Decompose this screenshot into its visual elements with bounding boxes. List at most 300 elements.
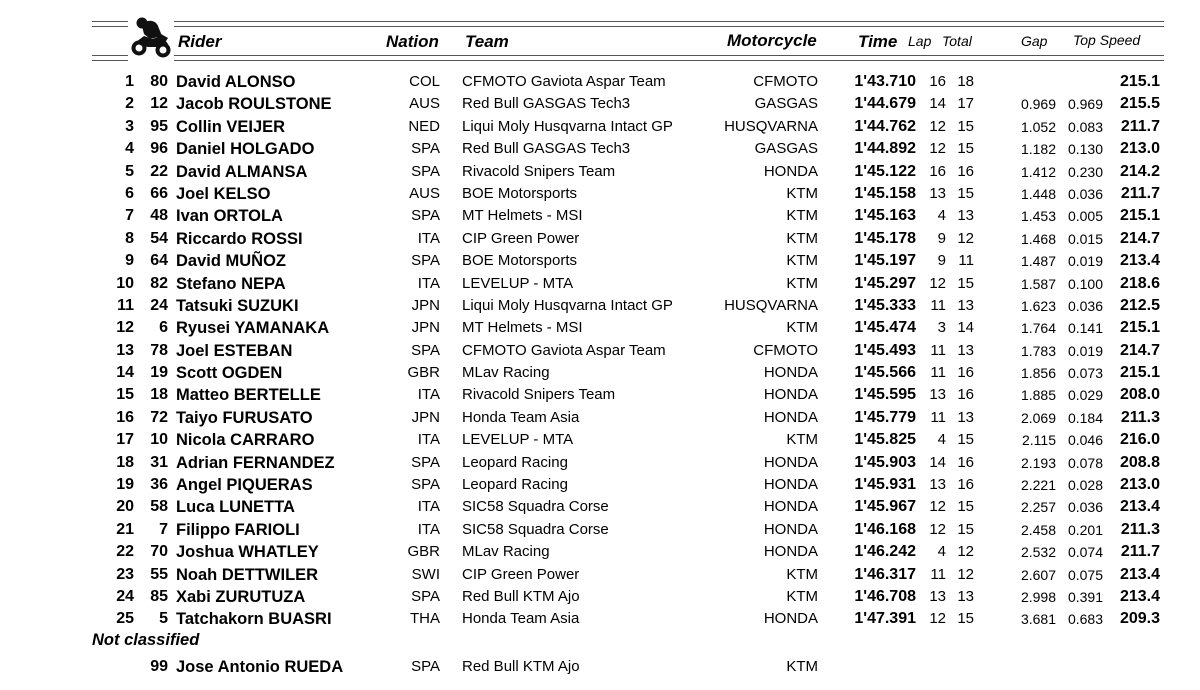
table-row (0, 541, 1200, 563)
rider-name: Joel KELSO (176, 184, 271, 203)
table-row (0, 429, 1200, 451)
rider-name: Collin VEIJER (176, 117, 286, 136)
header-total: Total (942, 33, 972, 49)
table-row (0, 93, 1200, 115)
gap-to-previous: 0.036 (1067, 185, 1103, 202)
gap-to-previous: 0.083 (1067, 118, 1103, 135)
best-lap-time: 1'45.197 (854, 252, 916, 270)
total-laps: 13 (957, 296, 974, 314)
table-row (0, 608, 1200, 630)
rider-team: SIC58 Squadra Corse (462, 498, 609, 516)
rider-team: BOE Motorsports (462, 252, 578, 270)
rider-number: 6 (159, 319, 168, 337)
best-lap-number: 11 (930, 296, 946, 314)
gap-to-first: 2.998 (1020, 588, 1056, 605)
header-motorcycle: Motorcycle (727, 31, 817, 50)
rider-number: 99 (150, 658, 168, 675)
top-speed: 213.4 (1119, 565, 1160, 583)
rider-motorcycle: HONDA (763, 498, 818, 516)
rider-nation: SWI (411, 565, 440, 583)
position: 11 (117, 296, 134, 314)
table-row (0, 205, 1200, 227)
header-rule-top-2 (92, 26, 1164, 27)
position: 13 (116, 341, 134, 359)
rider-name: Stefano NEPA (176, 274, 286, 293)
best-lap-time: 1'47.391 (854, 610, 916, 628)
gap-to-first: 2.221 (1020, 477, 1056, 494)
rider-number: 78 (150, 341, 168, 359)
rider-motorcycle: HONDA (763, 520, 818, 538)
best-lap-number: 9 (937, 229, 946, 247)
gap-to-first: 2.532 (1020, 544, 1056, 561)
rider-motorcycle: KTM (786, 184, 818, 202)
top-speed: 215.1 (1119, 364, 1160, 382)
best-lap-number: 13 (929, 386, 946, 404)
table-row (0, 340, 1200, 362)
total-laps: 16 (957, 364, 974, 382)
best-lap-time: 1'45.333 (854, 296, 916, 314)
gap-to-first: 2.458 (1020, 521, 1056, 538)
top-speed: 213.0 (1119, 476, 1160, 494)
rider-name: Tatchakorn BUASRI (176, 610, 332, 629)
top-speed: 213.4 (1119, 498, 1160, 516)
table-row (0, 452, 1200, 474)
best-lap-time: 1'45.779 (854, 408, 916, 426)
best-lap-number: 12 (929, 274, 946, 292)
rider-name: Filippo FARIOLI (176, 520, 300, 539)
gap-to-previous: 0.029 (1067, 387, 1103, 404)
rider-motorcycle: KTM (786, 252, 818, 270)
top-speed: 213.4 (1119, 587, 1160, 605)
rider-nation: AUS (409, 95, 440, 113)
best-lap-number: 4 (937, 207, 946, 225)
table-row (0, 586, 1200, 608)
total-laps: 13 (957, 408, 974, 426)
rider-motorcycle: KTM (786, 207, 818, 225)
top-speed: 208.8 (1119, 453, 1160, 471)
position: 16 (116, 408, 134, 426)
rider-motorcycle: HONDA (763, 476, 818, 494)
gap-to-first: 0.969 (1020, 96, 1056, 113)
rider-nation: SPA (411, 252, 440, 270)
rider-number: 18 (150, 386, 168, 404)
gap-to-previous: 0.005 (1067, 208, 1103, 225)
rider-motorcycle: KTM (786, 274, 818, 292)
rider-motorcycle: KTM (786, 319, 818, 337)
table-row (0, 116, 1200, 138)
total-laps: 13 (957, 587, 974, 605)
top-speed: 209.3 (1119, 610, 1160, 628)
best-lap-time: 1'45.493 (854, 341, 916, 359)
best-lap-time: 1'45.931 (854, 476, 916, 494)
best-lap-number: 11 (930, 364, 946, 382)
position: 1 (125, 73, 134, 90)
best-lap-time: 1'45.122 (854, 162, 916, 180)
best-lap-number: 12 (929, 498, 946, 516)
table-row (0, 496, 1200, 518)
rider-number: 12 (150, 95, 168, 113)
rider-team: Rivacold Snipers Team (462, 386, 616, 404)
gap-to-previous: 0.130 (1067, 141, 1103, 158)
rider-name: Riccardo ROSSI (176, 229, 303, 248)
gap-to-first: 1.453 (1020, 208, 1056, 225)
gap-to-first: 1.182 (1020, 141, 1056, 158)
best-lap-time: 1'45.566 (854, 364, 916, 382)
rider-name: Jose Antonio RUEDA (176, 658, 344, 676)
rider-number: 31 (150, 453, 168, 471)
best-lap-time: 1'46.168 (854, 520, 916, 538)
header-gap: Gap (1021, 33, 1048, 49)
best-lap-time: 1'46.242 (854, 543, 916, 561)
position: 19 (116, 476, 134, 494)
top-speed: 211.3 (1120, 408, 1160, 426)
rider-nation: COL (409, 73, 440, 90)
rider-number: 96 (150, 140, 168, 158)
rider-nation: JPN (411, 408, 440, 426)
header-time: Time (858, 32, 898, 51)
table-row (0, 384, 1200, 406)
rider-motorcycle: HONDA (763, 364, 818, 382)
gap-to-first: 1.448 (1020, 185, 1056, 202)
top-speed: 211.7 (1120, 184, 1160, 202)
rider-nation: ITA (417, 386, 440, 404)
not-classified-row (0, 656, 1200, 678)
gap-to-previous: 0.036 (1067, 297, 1103, 314)
rider-nation: ITA (417, 520, 440, 538)
rider-team: CFMOTO Gaviota Aspar Team (462, 73, 666, 90)
rider-nation: ITA (417, 229, 440, 247)
rider-team: BOE Motorsports (462, 184, 578, 202)
rider-nation: SPA (411, 207, 440, 225)
position: 15 (116, 386, 134, 404)
table-row (0, 161, 1200, 183)
position: 25 (116, 610, 134, 628)
gap-to-previous: 0.028 (1067, 477, 1103, 494)
header-team: Team (465, 32, 509, 51)
total-laps: 12 (957, 565, 974, 583)
gap-to-previous: 0.019 (1067, 253, 1103, 270)
table-row (0, 183, 1200, 205)
rider-motorcycle: KTM (786, 658, 818, 675)
best-lap-time: 1'45.158 (854, 184, 916, 202)
best-lap-time: 1'45.297 (854, 274, 916, 292)
rider-number: 22 (150, 162, 168, 180)
gap-to-previous: 0.141 (1067, 320, 1103, 337)
rider-name: Tatsuki SUZUKI (176, 296, 299, 315)
table-row (0, 519, 1200, 541)
total-laps: 15 (957, 431, 974, 449)
best-lap-time: 1'45.178 (854, 229, 916, 247)
best-lap-time: 1'44.679 (854, 95, 916, 113)
position: 7 (125, 207, 134, 225)
rider-name: Ivan ORTOLA (176, 207, 283, 226)
rider-team: Honda Team Asia (462, 408, 580, 426)
best-lap-number: 12 (929, 520, 946, 538)
header-lap: Lap (908, 33, 932, 49)
gap-to-previous: 0.015 (1067, 230, 1103, 247)
top-speed: 215.1 (1119, 207, 1160, 225)
gap-to-previous: 0.391 (1067, 588, 1103, 605)
total-laps: 15 (957, 498, 974, 516)
header-rule-top-1 (92, 21, 1164, 22)
gap-to-first: 1.623 (1020, 297, 1056, 314)
rider-name: Adrian FERNANDEZ (176, 453, 335, 472)
position: 5 (125, 162, 134, 180)
best-lap-number: 3 (937, 319, 946, 337)
rider-name: David ALMANSA (176, 162, 308, 181)
gap-to-first: 2.115 (1022, 432, 1056, 449)
rider-team: MT Helmets - MSI (462, 319, 583, 337)
position: 17 (116, 431, 134, 449)
position: 6 (125, 184, 134, 202)
rider-team: CIP Green Power (462, 229, 580, 247)
rider-name: Jacob ROULSTONE (176, 95, 332, 114)
best-lap-number: 11 (930, 341, 946, 359)
rider-motorcycle: KTM (786, 229, 818, 247)
position: 23 (116, 565, 134, 583)
rider-name: Noah DETTWILER (176, 565, 319, 584)
rider-name: Ryusei YAMANAKA (176, 319, 330, 338)
position: 18 (116, 453, 134, 471)
top-speed: 211.7 (1120, 117, 1160, 135)
rider-name: Scott OGDEN (176, 364, 283, 383)
rider-team: Red Bull GASGAS Tech3 (462, 140, 631, 158)
best-lap-number: 12 (929, 117, 946, 135)
top-speed: 218.6 (1119, 274, 1160, 292)
best-lap-time: 1'44.762 (854, 117, 916, 135)
best-lap-time: 1'44.892 (854, 140, 916, 158)
best-lap-number: 11 (930, 408, 946, 426)
rider-nation: SPA (411, 453, 440, 471)
rider-team: Red Bull KTM Ajo (462, 587, 580, 605)
total-laps: 15 (957, 117, 974, 135)
gap-to-previous: 0.100 (1067, 275, 1103, 292)
position: 10 (116, 274, 134, 292)
rider-motorcycle: CFMOTO (753, 73, 818, 90)
gap-to-previous: 0.019 (1067, 342, 1103, 359)
rider-nation: SPA (411, 162, 440, 180)
rider-name: Angel PIQUERAS (176, 476, 313, 495)
total-laps: 16 (957, 476, 974, 494)
rider-team: Leopard Racing (462, 453, 568, 471)
rider-team: SIC58 Squadra Corse (462, 520, 609, 538)
total-laps: 15 (957, 610, 974, 628)
rider-number: 24 (150, 296, 168, 314)
gap-to-previous: 0.074 (1067, 544, 1103, 561)
best-lap-time: 1'43.710 (854, 73, 916, 90)
table-row (0, 250, 1200, 272)
rider-motorcycle: HONDA (763, 162, 818, 180)
rider-nation: JPN (411, 319, 440, 337)
rider-nation: NED (408, 117, 440, 135)
not-classified-label: Not classified (92, 631, 200, 649)
position: 9 (125, 252, 134, 270)
table-row (0, 273, 1200, 295)
position: 3 (125, 117, 134, 135)
gap-to-previous: 0.078 (1067, 454, 1103, 471)
rider-number: 10 (150, 431, 168, 449)
best-lap-number: 16 (929, 162, 946, 180)
rider-team: MLav Racing (462, 364, 550, 382)
gap-to-first: 1.885 (1020, 387, 1056, 404)
top-speed: 215.1 (1119, 73, 1160, 90)
table-row (0, 295, 1200, 317)
best-lap-time: 1'46.317 (854, 565, 916, 583)
rider-nation: ITA (417, 274, 440, 292)
gap-to-previous: 0.075 (1067, 566, 1103, 583)
position: 8 (125, 229, 134, 247)
rider-number: 85 (150, 587, 168, 605)
rider-motorcycle: CFMOTO (753, 341, 818, 359)
rider-motorcycle: GASGAS (754, 95, 818, 113)
best-lap-number: 9 (937, 252, 946, 270)
gap-to-previous: 0.201 (1067, 521, 1103, 538)
table-row (0, 138, 1200, 160)
gap-to-previous: 0.683 (1067, 611, 1103, 628)
rider-motorcycle: HONDA (763, 386, 818, 404)
table-row (0, 474, 1200, 496)
rider-motorcycle: GASGAS (754, 140, 818, 158)
gap-to-first: 1.468 (1020, 230, 1056, 247)
top-speed: 215.1 (1119, 319, 1160, 337)
rider-nation: THA (410, 610, 440, 628)
rider-number: 64 (150, 252, 168, 270)
rider-motorcycle: HONDA (763, 610, 818, 628)
table-row (0, 228, 1200, 250)
gap-to-first: 2.257 (1020, 499, 1056, 516)
rider-nation: SPA (411, 341, 440, 359)
gap-to-first: 2.069 (1020, 409, 1056, 426)
gap-to-previous: 0.184 (1067, 409, 1103, 426)
table-row (0, 407, 1200, 429)
gap-to-first: 2.607 (1020, 566, 1056, 583)
gap-to-previous: 0.230 (1067, 163, 1103, 180)
best-lap-number: 13 (929, 587, 946, 605)
rider-name: Matteo BERTELLE (176, 386, 321, 405)
rider-name: Nicola CARRARO (176, 431, 315, 450)
best-lap-time: 1'45.825 (854, 431, 916, 449)
rider-team: Liqui Moly Husqvarna Intact GP (462, 296, 673, 314)
total-laps: 13 (957, 341, 974, 359)
total-laps: 14 (957, 319, 974, 337)
header-rule-bottom-2 (92, 60, 1164, 61)
rider-nation: ITA (417, 431, 440, 449)
rider-name: Joshua WHATLEY (176, 543, 319, 562)
rider-team: LEVELUP - MTA (462, 274, 574, 292)
position: 21 (116, 520, 134, 538)
best-lap-number: 4 (937, 543, 946, 561)
table-row (0, 362, 1200, 384)
rider-team: Rivacold Snipers Team (462, 162, 616, 180)
top-speed: 214.2 (1119, 162, 1160, 180)
gap-to-first: 1.587 (1020, 275, 1056, 292)
rider-number: 82 (150, 274, 168, 292)
gap-to-first: 1.052 (1020, 118, 1056, 135)
gap-to-first: 1.764 (1020, 320, 1056, 337)
rider-number: 58 (150, 498, 168, 516)
rider-number: 7 (159, 520, 168, 538)
position: 14 (116, 364, 134, 382)
best-lap-number: 12 (929, 610, 946, 628)
top-speed: 215.5 (1119, 95, 1160, 113)
best-lap-number: 11 (930, 565, 946, 583)
rider-name: David ALONSO (176, 73, 296, 91)
rider-motorcycle: KTM (786, 565, 818, 583)
total-laps: 15 (957, 184, 974, 202)
results-table (0, 71, 1200, 631)
top-speed: 213.0 (1119, 140, 1160, 158)
gap-to-first: 1.856 (1020, 365, 1056, 382)
top-speed: 211.3 (1120, 520, 1160, 538)
position: 20 (116, 498, 134, 516)
table-row (0, 71, 1200, 93)
rider-number: 72 (150, 408, 168, 426)
rider-team: Red Bull GASGAS Tech3 (462, 95, 631, 113)
best-lap-number: 13 (929, 184, 946, 202)
rider-team: MT Helmets - MSI (462, 207, 583, 225)
position: 2 (125, 95, 134, 113)
rider-team: Red Bull KTM Ajo (462, 658, 580, 675)
table-row (0, 564, 1200, 586)
total-laps: 15 (957, 140, 974, 158)
total-laps: 13 (957, 207, 974, 225)
rider-team: MLav Racing (462, 543, 550, 561)
rider-motorcycle: HUSQVARNA (724, 296, 818, 314)
position: 4 (125, 140, 134, 158)
total-laps: 16 (957, 453, 974, 471)
rider-number: 95 (150, 117, 168, 135)
rider-motorcycle: HONDA (763, 408, 818, 426)
position: 12 (116, 319, 134, 337)
rider-nation: SPA (411, 476, 440, 494)
gap-to-previous: 0.969 (1067, 96, 1103, 113)
rider-motorcycle: HONDA (763, 543, 818, 561)
best-lap-time: 1'45.903 (854, 453, 916, 471)
total-laps: 15 (957, 274, 974, 292)
position: 24 (116, 587, 134, 605)
gap-to-first: 1.412 (1020, 163, 1056, 180)
total-laps: 17 (957, 95, 974, 113)
best-lap-time: 1'46.708 (854, 587, 916, 605)
best-lap-time: 1'45.967 (854, 498, 916, 516)
rider-team: LEVELUP - MTA (462, 431, 574, 449)
total-laps: 11 (958, 252, 974, 270)
rider-team: Honda Team Asia (462, 610, 580, 628)
header-top-speed: Top Speed (1073, 32, 1141, 48)
top-speed: 208.0 (1119, 386, 1160, 404)
position: 22 (116, 543, 134, 561)
rider-team: CFMOTO Gaviota Aspar Team (462, 341, 666, 359)
top-speed: 214.7 (1119, 341, 1160, 359)
rider-name: Daniel HOLGADO (176, 140, 315, 159)
rider-name: Taiyo FURUSATO (176, 408, 313, 427)
best-lap-number: 14 (929, 453, 946, 471)
best-lap-number: 12 (929, 140, 946, 158)
gap-to-previous: 0.036 (1067, 499, 1103, 516)
rider-motorcycle: KTM (786, 431, 818, 449)
rider-number: 66 (150, 184, 168, 202)
rider-name: Xabi ZURUTUZA (176, 587, 306, 606)
rider-number: 19 (150, 364, 168, 382)
top-speed: 216.0 (1119, 431, 1160, 449)
total-laps: 12 (957, 229, 974, 247)
rider-name: Joel ESTEBAN (176, 341, 293, 360)
gap-to-first: 1.487 (1020, 253, 1056, 270)
rider-nation: JPN (411, 296, 440, 314)
total-laps: 16 (957, 386, 974, 404)
table-row (0, 317, 1200, 339)
rider-motorcycle: HONDA (763, 453, 818, 471)
